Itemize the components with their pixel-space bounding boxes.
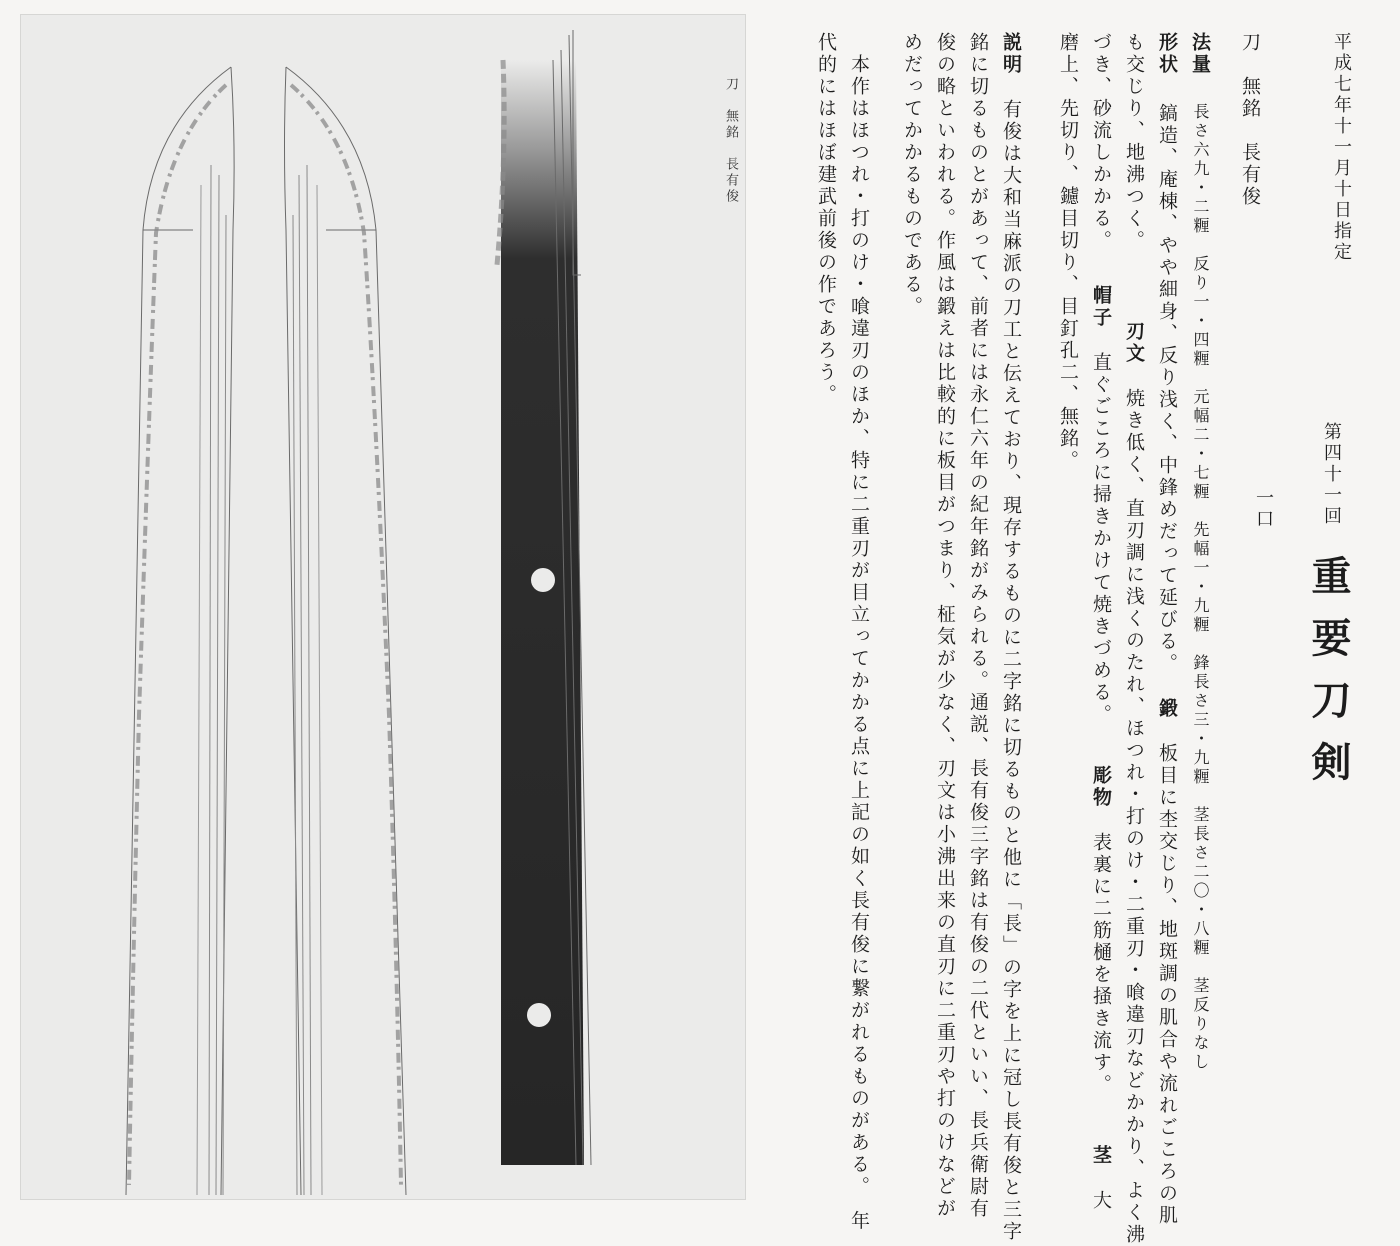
setsumei-line-5: 本作はほつれ・打のけ・喰違刃のほか、特に二重刃が目立ってかかる点に上記の如く長有俊に繋がれるものがある。 年 <box>848 32 870 1233</box>
kitae-text: 板目に杢交じり、地斑調の肌合や流れごころの肌 <box>1156 743 1178 1228</box>
keijo-text-1: 鎬造、庵棟、やや細身、反り浅く、中鋒めだって延びる。 <box>1156 103 1178 676</box>
plate-caption: 刀 無銘 長有俊 <box>723 77 738 205</box>
boshi-text: 直ぐごころに掃きかけて焼きづめる。 <box>1090 352 1112 727</box>
page-title: 重要刀剣 <box>1305 555 1352 803</box>
hoyo-line <box>1190 32 1209 1072</box>
tang-side-view <box>497 30 591 1165</box>
keijo-text-3: づき、砂流しかかる。 <box>1090 32 1112 252</box>
keijo-line-4: 磨上、先切り、鑢目切り、目釘孔二、無銘。 <box>1057 32 1079 472</box>
hamon-text: 焼き低く、直刃調に浅くのたれ、ほつれ・打のけ・二重刃・喰違刃などかかり、よく沸 <box>1123 388 1145 1246</box>
keijo-line-3 <box>1091 32 1110 1212</box>
setsumei-text-1: 有俊は大和当麻派の刀工と伝えており、現存するものに二字銘に切るものと他に「長」の字を上に冠し長有俊と三字 <box>1000 99 1022 1244</box>
keijo-line-2 <box>1124 32 1143 1246</box>
hoyo-label: 法量 <box>1189 32 1211 76</box>
nakago-label: 茎 <box>1090 1145 1112 1168</box>
item-count: 一口 <box>1253 488 1274 530</box>
designation-date: 平成七年十一月十日指定 <box>1331 32 1352 263</box>
blade-ura <box>285 67 407 1195</box>
mekugi-hole-upper <box>531 568 555 592</box>
hamon-label: 刃文 <box>1123 321 1145 366</box>
keijo-line-1 <box>1157 32 1176 1227</box>
setsumei-line-2: 銘に切るものとがあって、前者には永仁六年の紀年銘がみられる。通説、長有俊三字銘は有俊の二代といい、長兵衛尉有 <box>967 32 989 1220</box>
sword-oshigata-plate <box>20 14 746 1200</box>
keijo-text-2: も交じり、地沸つく。 <box>1123 32 1145 252</box>
session-number: 第四十一回 <box>1321 422 1342 527</box>
setsumei-line-4: めだってかかるものである。 <box>901 32 923 318</box>
kitae-label: 鍛 <box>1156 698 1178 721</box>
setsumei-line-6: 代的にはほぼ建武前後の作であろう。 <box>815 32 837 406</box>
blade-omote <box>126 67 234 1195</box>
setsumei-line-3: 俊の略といわれる。作風は鍛えは比較的に板目がつまり、柾気が少なく、刃文は小沸出来の直刃に二重刃や打のけなどが <box>934 32 956 1220</box>
sword-name: 刀 無銘 長有俊 <box>1239 32 1261 208</box>
horimono-label: 彫物 <box>1090 765 1112 810</box>
keijo-label: 形状 <box>1156 32 1178 76</box>
hoyo-text: 長さ六九・二糎 反り一・四糎 元幅二・七糎 先幅一・九糎 鋒長さ三・九糎 茎長さ二〇・八糎 茎反りなし <box>1191 103 1210 1073</box>
boshi-label: 帽子 <box>1090 285 1112 330</box>
setsumei-label: 説明 <box>1000 32 1022 76</box>
mekugi-hole-lower <box>527 1003 551 1027</box>
horimono-text: 表裏に二筋樋を掻き流す。 <box>1090 832 1112 1097</box>
nakago-text-head: 大 <box>1090 1190 1112 1213</box>
sword-drawing <box>21 15 745 1199</box>
setsumei-line-1 <box>1001 32 1020 1243</box>
